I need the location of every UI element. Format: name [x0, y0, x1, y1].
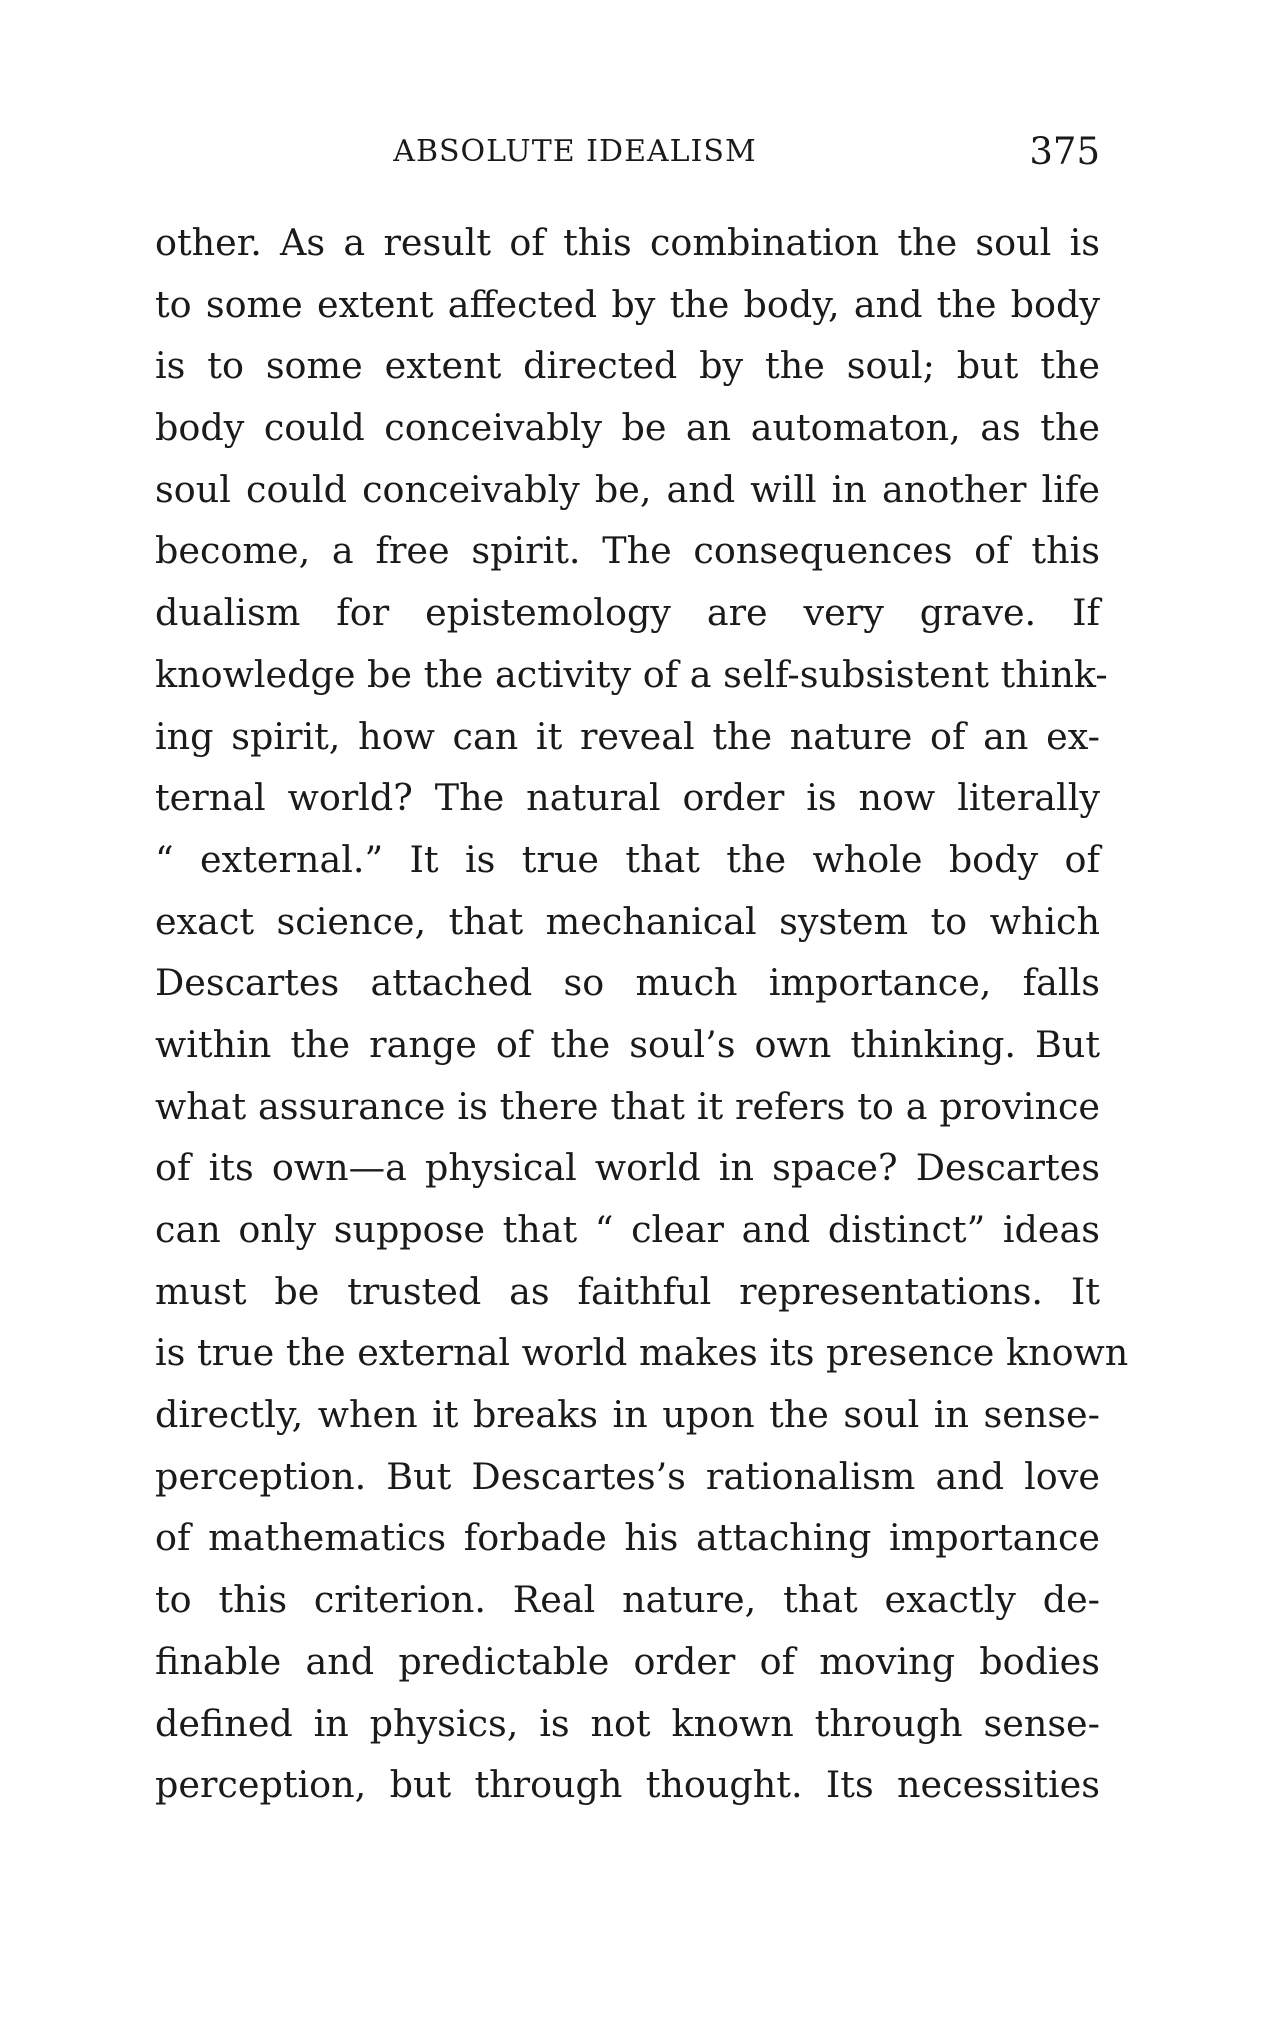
- text-line: other. As a result of this combination the soul is: [155, 221, 1100, 264]
- text-line: become, a free spirit. The consequences of this: [155, 529, 1100, 573]
- text-line: directly, when it breaks in upon the soul in sense-: [155, 1393, 1100, 1437]
- text-line: soul could conceivably be, and will in another life: [155, 467, 1100, 511]
- text-line: perception. But Descartes’s rationalism and love: [155, 1454, 1100, 1498]
- text-line: must be trusted as faithful representations. It: [155, 1269, 1100, 1313]
- running-head: [155, 130, 1100, 180]
- text-line: to this criterion. Real nature, that exactly de-: [155, 1578, 1100, 1622]
- text-line: is true the external world makes its presence known: [155, 1331, 1129, 1375]
- text-line: exact science, that mechanical system to which: [155, 899, 1100, 943]
- text-line: knowledge be the activity of a self-subsistent think-: [155, 652, 1108, 696]
- page-number: 375: [1029, 130, 1100, 173]
- text-line: defined in physics, is not known through sense-: [155, 1701, 1100, 1745]
- text-line: what assurance is there that it refers to a province: [155, 1084, 1100, 1128]
- text-line: is to some extent directed by the soul; but the: [155, 344, 1100, 388]
- text-line: ing spirit, how can it reveal the nature of an ex-: [155, 714, 1100, 758]
- text-line: can only suppose that “ clear and distinct” ideas: [155, 1208, 1100, 1251]
- text-line: to some extent affected by the body, and the body: [155, 282, 1100, 326]
- text-line: within the range of the soul’s own thinking. But: [155, 1022, 1100, 1066]
- text-line: of its own—a physical world in space? Descartes: [155, 1146, 1100, 1190]
- text-line: ternal world? The natural order is now literally: [155, 776, 1100, 820]
- text-line: “ external.” It is true that the whole body of: [155, 837, 1100, 881]
- text-line: Descartes attached so much importance, falls: [155, 961, 1100, 1005]
- text-line: body could conceivably be an automaton, as the: [155, 406, 1100, 450]
- header-title: ABSOLUTE IDEALISM: [393, 134, 757, 169]
- text-line: perception, but through thought. Its necessities: [155, 1763, 1100, 1807]
- text-line: finable and predictable order of moving bodies: [155, 1639, 1100, 1683]
- body-text: [155, 212, 1129, 1816]
- text-line: dualism for epistemology are very grave. If: [155, 591, 1100, 635]
- text-line: of mathematics forbade his attaching importance: [155, 1516, 1100, 1560]
